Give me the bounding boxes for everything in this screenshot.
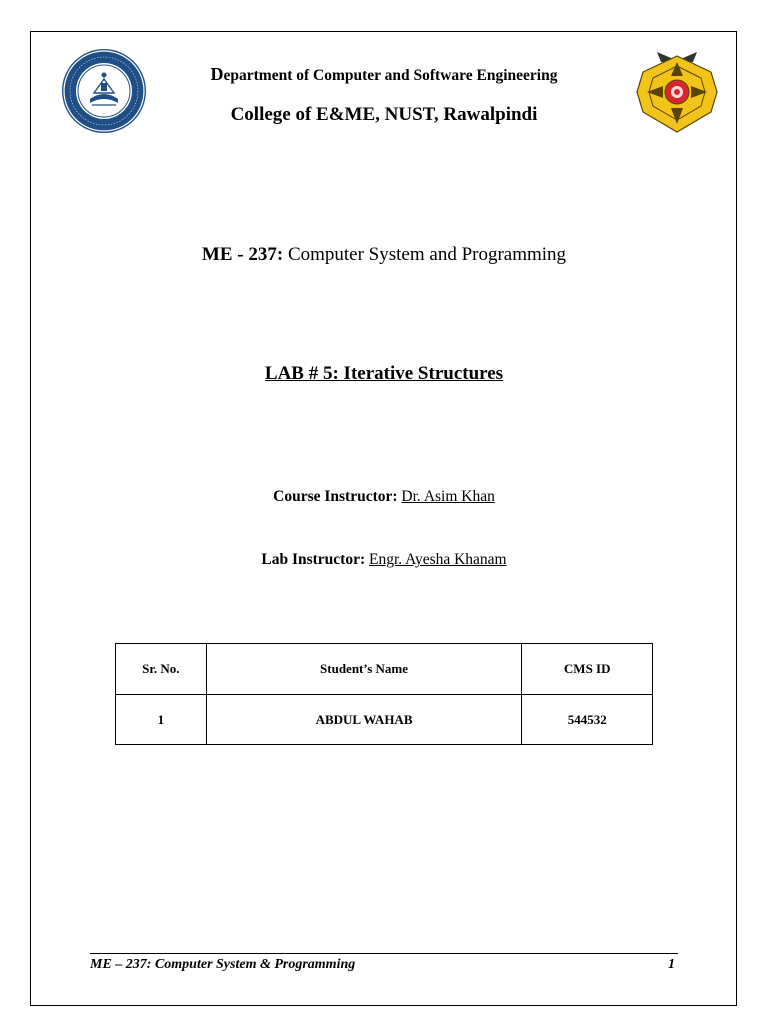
students-table [115,643,653,745]
course-code: ME - 237: [201,244,284,265]
lab-instructor [0,551,768,569]
header-sr-no: Sr. No. [116,644,207,695]
cell-student-name: ABDUL WAHAB [206,695,522,745]
course-instructor-name: Dr. Asim Khan [401,488,495,505]
header-student-name: Student’s Name [206,644,522,695]
department-rest: epartment of Computer and Software Engineering [223,67,558,84]
lab-instructor-label: Lab Instructor: [261,551,366,568]
department-title [0,64,768,85]
department-initial: D [210,64,224,84]
lab-title: LAB # 5: Iterative Structures [264,363,504,384]
page-border [30,31,737,1006]
table-row [116,695,653,745]
table-header-row [116,644,653,695]
course-instructor-label: Course Instructor: [273,488,398,505]
footer-text: ME – 237: Computer System & Programming [90,957,356,972]
cell-cms-id: 544532 [522,695,653,745]
college-title: College of E&ME, NUST, Rawalpindi [230,104,538,125]
header-cms-id: CMS ID [522,644,653,695]
footer-page-number: 1 [668,957,675,972]
footer-divider [90,953,678,954]
cell-sr-no: 1 [116,695,207,745]
course-title [0,244,768,266]
course-instructor [0,488,768,506]
lab-instructor-name: Engr. Ayesha Khanam [369,551,507,568]
course-name: Computer System and Programming [287,244,567,265]
